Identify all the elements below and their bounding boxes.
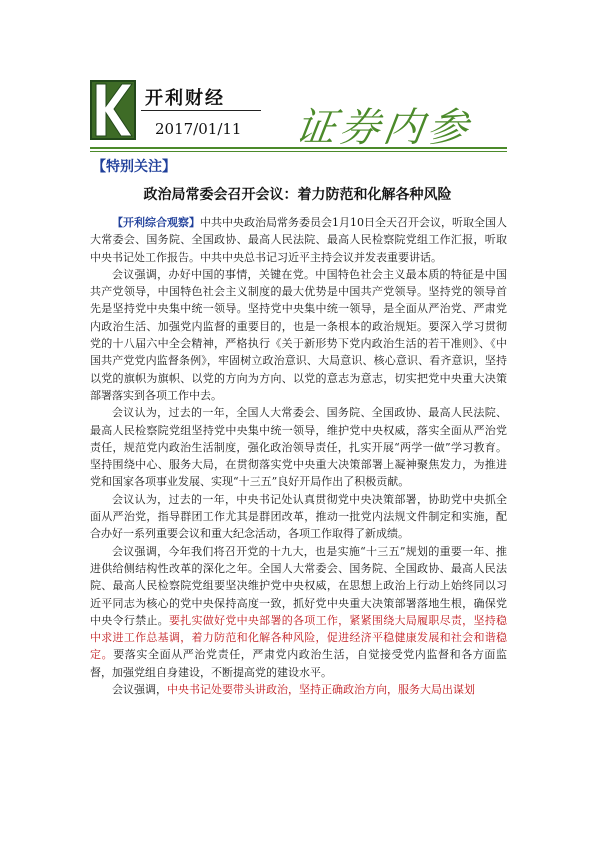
brand-underline — [141, 110, 261, 111]
header-divider-thin — [90, 151, 507, 152]
paragraph-1: 【开利综合观察】中共中央政治局常务委员会1月10日全天召开会议，听取全国人大常委会、国务院、全国政协、最高人民法院、最高人民检察院党组工作汇报，听取中央书记处工作报告。中共中央总书记习近平主持会议并发表重要讲话。 — [90, 216, 507, 264]
publication-title: 证券内参 — [292, 105, 475, 151]
section-label: 【特别关注】 — [92, 159, 176, 175]
article-body — [90, 214, 507, 698]
article-title: 政治局常委会召开会议：着力防范和化解各种风险 — [143, 187, 452, 203]
issue-date: 2017/01/11 — [155, 120, 242, 138]
paragraph-2: 会议强调，办好中国的事情，关键在党。中国特色社会主义最本质的特征是中国共产党领导，中国特色社会主义制度的最大优势是中国共产党领导。坚持党的领导首先是坚持党中央集中统一领导。坚持党中央集中统一领导，是全面从严治党、严肃党内政治生活、加强党内监督的重要目的，也是一条根本的政治规矩。要深入学习贯彻党的十八届六中全会精神，严格执行《关于新形势下党内政治生活的若干准则》、《中国共产党党内监督条例》，牢固树立政治意识、大局意识、核心意识、看齐意识，坚持以党的旗帜为旗帜、以党的方向为方向、以党的意志为意志，切实把党中央重大决策部署落实到各项工作中去。 — [90, 267, 507, 402]
paragraph-6: 会议强调，中央书记处要带头讲政治，坚持正确政治方向，服务大局出谋划 — [112, 683, 475, 697]
highlighted-text: 中央书记处要带头讲政治，坚持正确政治方向，服务大局出谋划 — [167, 683, 475, 697]
highlighted-text: 要扎实做好党中央部署的各项工作，紧紧围绕大局履职尽责，坚持稳中求进工作总基调，着力防范和化解各种风险，促进经济平稳健康发展和社会和谐稳定。 — [90, 613, 508, 662]
paragraph-4: 会议认为，过去的一年，中央书记处认真贯彻党中央决策部署，协助党中央抓全面从严治党，指导群团工作尤其是群团改革，推动一批党内法规文件制定和实施，配合办好一系列重要会议和重大纪念活动，各项工作取得了新成绩。 — [90, 492, 507, 541]
paragraph-5: 会议强调，今年我们将召开党的十九大，也是实施“十三五”规划的重要一年、推进供给侧结构性改革的深化之年。全国人大常委会、国务院、全国政协、最高人民法院、最高人民检察院党组要坚决维护党中央权威，在思想上政治上行动上始终同以习近平同志为核心的党中央保持高度一致，抓好党中央重大决策部署落地生根，确保党中央令行禁止。要扎实做好党中央部署的各项工作，紧紧围绕大局履职尽责，坚持稳中求进工作总基调，着力防范和化解各种风险，促进经济平稳健康发展和社会和谐稳定。要落实全面从严治党责任，严肃党内政治生活，自觉接受党内监督和各方面监督，加强党组自身建设，不断提高党的建设水平。 — [90, 544, 508, 679]
paragraph-3: 会议认为，过去的一年，全国人大常委会、国务院、全国政协、最高人民法院、最高人民检察院党组坚持党中央集中统一领导，维护党中央权威，落实全面从严治党责任，规范党内政治生活制度，强化政治领导责任，扎实开展“两学一做”学习教育。坚持围绕中心、服务大局，在贯彻落实党中央重大决策部署上凝神聚焦发力，为推进党和国家各项事业发展、实现“十三五”良好开局作出了积极贡献。 — [90, 406, 507, 489]
k-letter-logo-icon — [90, 80, 136, 140]
source-tag: 【开利综合观察】 — [112, 216, 200, 229]
header-divider — [90, 147, 507, 149]
brand-name: 开利财经 — [145, 88, 225, 109]
masthead — [0, 0, 595, 150]
